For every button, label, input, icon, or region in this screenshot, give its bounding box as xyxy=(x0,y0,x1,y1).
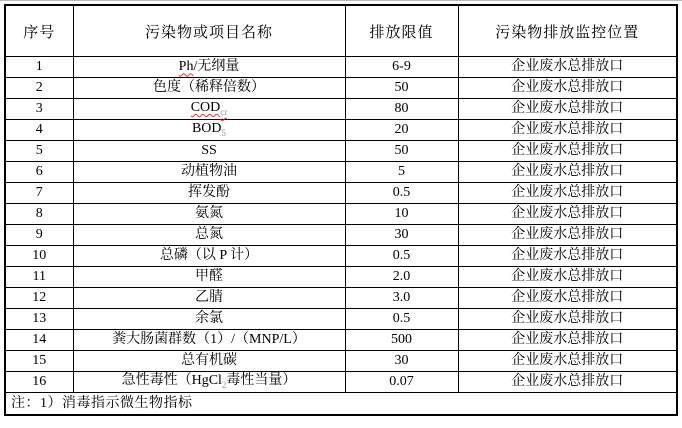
row-number: 16 xyxy=(5,372,73,393)
row-location: 企业废水总排放口 xyxy=(458,57,677,78)
row-number: 8 xyxy=(5,204,73,225)
name-text: 总磷（以 P 计） xyxy=(159,248,259,264)
table-row xyxy=(5,183,677,204)
table-row xyxy=(5,120,677,141)
row-location: 企业废水总排放口 xyxy=(458,372,677,393)
row-number: 2 xyxy=(5,78,73,99)
table-row xyxy=(5,57,677,78)
row-name xyxy=(73,309,345,330)
name-subscript: 5 xyxy=(221,127,227,138)
row-location: 企业废水总排放口 xyxy=(458,78,677,99)
table-row xyxy=(5,246,677,267)
name-text: Ph xyxy=(178,59,194,75)
row-name xyxy=(73,246,345,267)
table-row xyxy=(5,99,677,120)
name-text: COD xyxy=(190,100,221,116)
row-name xyxy=(73,120,345,141)
note-row xyxy=(5,393,677,416)
row-location: 企业废水总排放口 xyxy=(458,288,677,309)
table-footer xyxy=(5,393,677,416)
row-number: 15 xyxy=(5,351,73,372)
row-number: 4 xyxy=(5,120,73,141)
name-text: BOD xyxy=(191,121,222,137)
row-location: 企业废水总排放口 xyxy=(458,120,677,141)
row-name xyxy=(73,351,345,372)
header-pollutant-name: 污染物或项目名称 xyxy=(73,5,345,57)
row-number: 13 xyxy=(5,309,73,330)
table-row xyxy=(5,141,677,162)
table-row xyxy=(5,204,677,225)
table-body xyxy=(5,57,677,393)
row-location: 企业废水总排放口 xyxy=(458,99,677,120)
row-limit: 500 xyxy=(345,330,458,351)
row-limit: 3.0 xyxy=(345,288,458,309)
row-limit: 30 xyxy=(345,225,458,246)
name-text: 粪大肠菌群数（1）/（MNP/L） xyxy=(112,332,306,348)
row-number: 12 xyxy=(5,288,73,309)
table-row xyxy=(5,225,677,246)
row-name xyxy=(73,99,345,120)
name-text: SS xyxy=(201,143,217,159)
row-limit: 5 xyxy=(345,162,458,183)
row-limit: 80 xyxy=(345,99,458,120)
header-row xyxy=(5,5,677,57)
row-location: 企业废水总排放口 xyxy=(458,351,677,372)
row-name xyxy=(73,204,345,225)
row-name xyxy=(73,330,345,351)
row-limit: 50 xyxy=(345,141,458,162)
row-name xyxy=(73,78,345,99)
name-text: 毒性当量） xyxy=(226,373,297,389)
row-location: 企业废水总排放口 xyxy=(458,225,677,246)
name-text: 总氮 xyxy=(195,227,223,243)
row-location: 企业废水总排放口 xyxy=(458,330,677,351)
header-serial-number: 序号 xyxy=(5,5,73,57)
table-row xyxy=(5,288,677,309)
row-limit: 0.5 xyxy=(345,183,458,204)
name-text: 氨氮 xyxy=(195,206,223,222)
name-text: 动植物油 xyxy=(181,164,237,180)
row-name xyxy=(73,267,345,288)
row-name xyxy=(73,141,345,162)
name-text: 甲醛 xyxy=(195,269,223,285)
name-subscript: 2 xyxy=(221,379,227,390)
row-limit: 0.07 xyxy=(345,372,458,393)
name-text: 余氯 xyxy=(195,311,223,327)
footnote-text: 注：1）消毒指示微生物指标 xyxy=(5,393,677,416)
row-limit: 6-9 xyxy=(345,57,458,78)
table-row xyxy=(5,162,677,183)
row-name xyxy=(73,183,345,204)
table-row xyxy=(5,330,677,351)
table-row xyxy=(5,309,677,330)
row-location: 企业废水总排放口 xyxy=(458,267,677,288)
row-number: 9 xyxy=(5,225,73,246)
row-number: 6 xyxy=(5,162,73,183)
row-location: 企业废水总排放口 xyxy=(458,162,677,183)
row-name xyxy=(73,57,345,78)
row-location: 企业废水总排放口 xyxy=(458,204,677,225)
name-text: /无纲量 xyxy=(193,59,240,75)
row-location: 企业废水总排放口 xyxy=(458,246,677,267)
table-row xyxy=(5,372,677,393)
row-number: 3 xyxy=(5,99,73,120)
row-number: 11 xyxy=(5,267,73,288)
header-monitoring-location: 污染物排放监控位置 xyxy=(458,5,677,57)
row-limit: 50 xyxy=(345,78,458,99)
row-limit: 2.0 xyxy=(345,267,458,288)
table-row xyxy=(5,351,677,372)
row-limit: 20 xyxy=(345,120,458,141)
table-header xyxy=(5,5,677,57)
name-text: 色度（稀释倍数） xyxy=(153,80,265,96)
row-number: 1 xyxy=(5,57,73,78)
row-limit: 0.5 xyxy=(345,309,458,330)
top-hairline-divider xyxy=(0,0,682,1)
row-name xyxy=(73,225,345,246)
row-limit: 10 xyxy=(345,204,458,225)
name-subscript: cr xyxy=(220,106,228,117)
row-name xyxy=(73,288,345,309)
row-name xyxy=(73,162,345,183)
name-text: 总有机碳 xyxy=(181,353,237,369)
row-number: 10 xyxy=(5,246,73,267)
table-row xyxy=(5,267,677,288)
row-name xyxy=(73,372,345,393)
row-number: 7 xyxy=(5,183,73,204)
name-text: 挥发酚 xyxy=(188,185,230,201)
row-location: 企业废水总排放口 xyxy=(458,309,677,330)
pollutant-limits-table xyxy=(4,4,678,416)
row-number: 14 xyxy=(5,330,73,351)
row-number: 5 xyxy=(5,141,73,162)
row-limit: 30 xyxy=(345,351,458,372)
name-text: 急性毒性（HgCl xyxy=(121,373,222,389)
table-row xyxy=(5,78,677,99)
row-location: 企业废水总排放口 xyxy=(458,183,677,204)
row-limit: 0.5 xyxy=(345,246,458,267)
name-text: 乙腈 xyxy=(195,290,223,306)
header-emission-limit: 排放限值 xyxy=(345,5,458,57)
row-location: 企业废水总排放口 xyxy=(458,141,677,162)
